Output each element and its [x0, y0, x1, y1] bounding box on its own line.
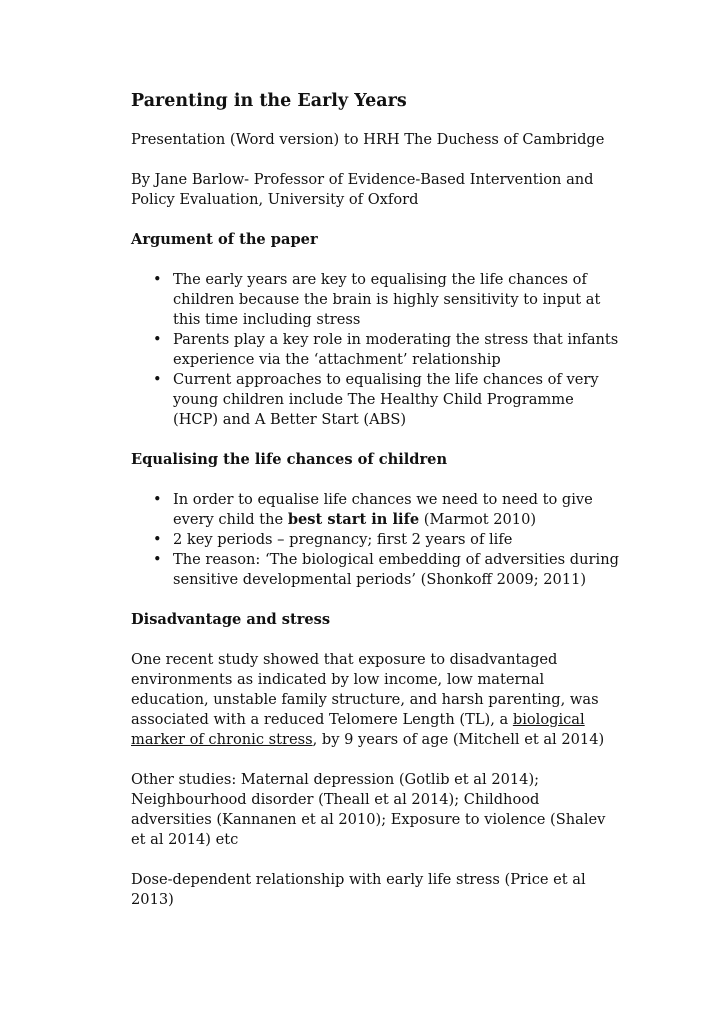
bullet-icon: • [153, 331, 162, 348]
list-item [131, 550, 621, 590]
list-item [131, 270, 621, 330]
list-item [131, 490, 621, 530]
list-item-text [173, 491, 593, 528]
author-line: By Jane Barlow- Professor of Evidence-Based Intervention and Policy Evaluation, University of Oxford [131, 171, 594, 208]
list-item-text: The early years are key to equalising the life chances of children because the brain is highly sensitivity to input at this time including stress [173, 271, 601, 328]
list-item-text: Parents play a key role in moderating the stress that infants experience via the ‘attachment’ relationship [173, 331, 619, 368]
bullet-icon: • [153, 371, 162, 388]
argument-bullet-list [131, 270, 621, 430]
list-item-text: The reason: ‘The biological embedding of adversities during sensitive developmental periods’ (Shonkoff 2009; 2011) [173, 551, 619, 588]
list-item-text: 2 key periods – pregnancy; first 2 years of life [173, 531, 513, 548]
document-subtitle: Presentation (Word version) to HRH The Duchess of Cambridge [131, 131, 605, 148]
paragraph-text-start: One recent study showed that exposure to disadvantaged environments as indicated by low income, low maternal education, unstable family structure, and harsh parenting, was associated with a reduced Telomere Length (TL), a [131, 651, 599, 728]
bullet-icon: • [153, 551, 162, 568]
bullet-icon: • [153, 491, 162, 508]
bullet-icon: • [153, 531, 162, 548]
disadvantage-paragraph-3: Dose-dependent relationship with early life stress (Price et al 2013) [131, 871, 586, 908]
bullet-icon: • [153, 271, 162, 288]
document-title: Parenting in the Early Years [131, 91, 407, 111]
section-heading-argument: Argument of the paper [131, 231, 318, 248]
section-heading-equalising: Equalising the life chances of children [131, 451, 448, 468]
list-item [131, 330, 621, 370]
disadvantage-paragraph-2: Other studies: Maternal depression (Gotlib et al 2014); Neighbourhood disorder (Theall et al 2014); Childhood adversities (Kannanen et al 2010); Exposure to violence (Shalev et al 2014) etc [131, 771, 606, 848]
list-item-text-end: (Marmot 2010) [419, 511, 537, 528]
list-item [131, 530, 621, 550]
underlined-term: biological marker of chronic stress [131, 711, 585, 748]
paragraph-text-end: , by 9 years of age (Mitchell et al 2014) [312, 731, 605, 748]
equalising-bullet-list [131, 490, 621, 590]
list-item [131, 370, 621, 430]
emphasis-best-start: best start in life [287, 511, 420, 528]
list-item-text: Current approaches to equalising the life chances of very young children include The Healthy Child Programme (HCP) and A Better Start (ABS) [173, 371, 599, 428]
document-page [131, 88, 621, 930]
section-heading-disadvantage: Disadvantage and stress [131, 611, 331, 628]
list-item-text-start: In order to equalise life chances we need to need to give every child the [173, 491, 593, 528]
disadvantage-paragraph-1 [131, 650, 621, 750]
